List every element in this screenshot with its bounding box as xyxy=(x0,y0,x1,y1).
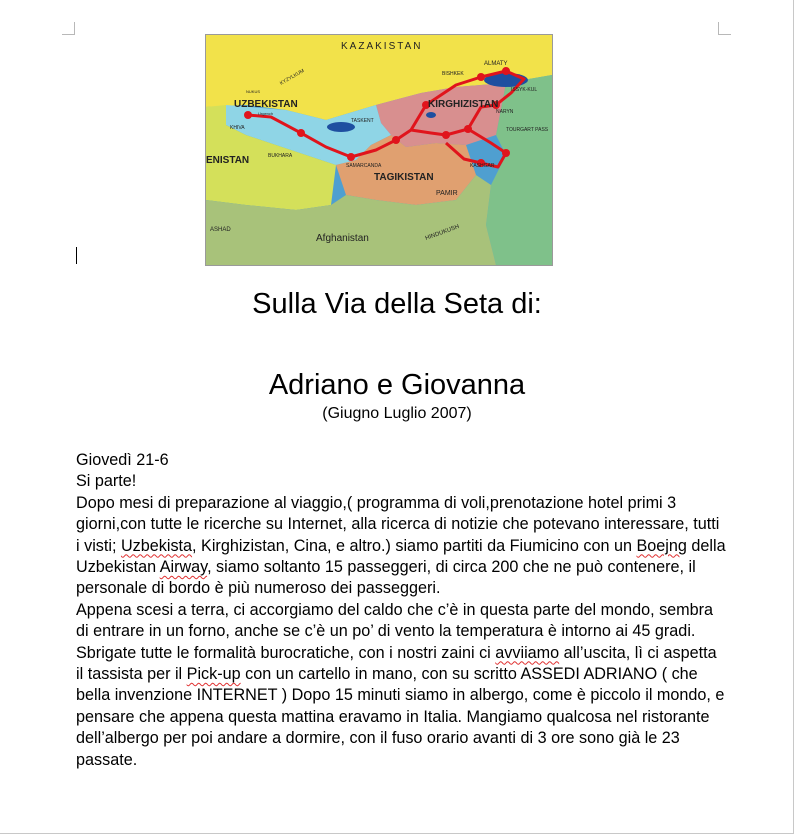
entry-heading: Si parte! xyxy=(76,472,137,491)
map-graphic xyxy=(206,35,552,265)
svg-text:BUKHARA: BUKHARA xyxy=(268,153,293,159)
misspelled-word: Boejng xyxy=(636,536,687,555)
document-title: Sulla Via della Seta di: xyxy=(252,288,542,320)
margin-corner-mark xyxy=(718,22,731,35)
svg-text:TOURGART PASS: TOURGART PASS xyxy=(506,127,549,133)
svg-text:KHIVA: KHIVA xyxy=(230,125,245,131)
misspelled-word: Airway xyxy=(159,558,208,577)
misspelled-word: Pick-up xyxy=(186,665,241,684)
svg-text:BISHKEK: BISHKEK xyxy=(442,71,464,77)
svg-text:SAMARCANDA: SAMARCANDA xyxy=(346,163,382,169)
silk-road-map-image[interactable] xyxy=(205,34,553,266)
svg-text:Afghanistan: Afghanistan xyxy=(316,233,369,244)
svg-text:KIRGHIZISTAN: KIRGHIZISTAN xyxy=(428,99,499,110)
document-subtitle: (Giugno Luglio 2007) xyxy=(322,405,472,422)
svg-text:NUKUS: NUKUS xyxy=(246,89,261,94)
entry-date: Giovedì 21-6 xyxy=(76,451,169,469)
svg-text:KAZAKISTAN: KAZAKISTAN xyxy=(341,41,423,52)
svg-text:KASHGAR: KASHGAR xyxy=(470,163,495,169)
svg-text:NARYN: NARYN xyxy=(496,109,514,115)
svg-text:ALMATY: ALMATY xyxy=(484,61,508,67)
paragraph-1: Dopo mesi di preparazione al viaggio,( programma di voli,prenotazione hotel primi 3 giorni,con tutte le ricerche su Internet, alla ricerca di notizie che potevano interessare, tutti i visti; Uzbekista, Kirghizistan, Cina, e altro.) siamo partiti da Fiumicino con un Boejng della Uzbekistan Airway, siamo soltanto 15 passeggeri, di circa 200 che ne può contenere, il personale di bordo è più numeroso dei passeggeri. xyxy=(76,493,726,598)
misspelled-word: Uzbekista xyxy=(120,536,193,555)
svg-text:ISSYK-KUL: ISSYK-KUL xyxy=(511,87,538,93)
document-body xyxy=(76,450,726,771)
svg-text:KYZYLKUM: KYZYLKUM xyxy=(279,68,306,87)
paragraph-2: Appena scesi a terra, ci accorgiamo del caldo che c’è in questa parte del mondo, sembra di entrare in un forno, anche se c’è un po’ di vento la temperatura è intorno ai 45 gradi. Sbrigate tutte le formalità burocratiche, con i nostri zaini ci avviiamo all’uscita, lì ci aspetta il tassista per il Pick-up con un cartello in mano, con su scritto ASSEDI ADRIANO ( che bella invenzione INTERNET ) Dopo 15 minuti siamo in albergo, come è piccolo il mondo, e pensare che appena questa mattina eravamo in Italia. Mangiamo qualcosa nel ristorante dell’albergo per poi andare a dormire, con il fuso orario avanti di 3 ore sono già le 23 passate. xyxy=(76,600,725,769)
svg-text:Urgench: Urgench xyxy=(258,111,274,116)
svg-text:ENISTAN: ENISTAN xyxy=(206,155,250,166)
svg-text:TAGIKISTAN: TAGIKISTAN xyxy=(374,172,434,183)
svg-text:TASKENT: TASKENT xyxy=(351,118,374,124)
misspelled-word: avviiamo xyxy=(495,643,560,662)
svg-text:UZBEKISTAN: UZBEKISTAN xyxy=(234,99,298,110)
document-authors: Adriano e Giovanna xyxy=(268,369,526,401)
svg-text:PAMIR: PAMIR xyxy=(436,190,458,197)
svg-text:ASHAD: ASHAD xyxy=(210,227,231,233)
svg-text:HINDUKUSH: HINDUKUSH xyxy=(424,224,461,242)
text-cursor xyxy=(76,247,77,264)
margin-corner-mark xyxy=(62,22,75,35)
